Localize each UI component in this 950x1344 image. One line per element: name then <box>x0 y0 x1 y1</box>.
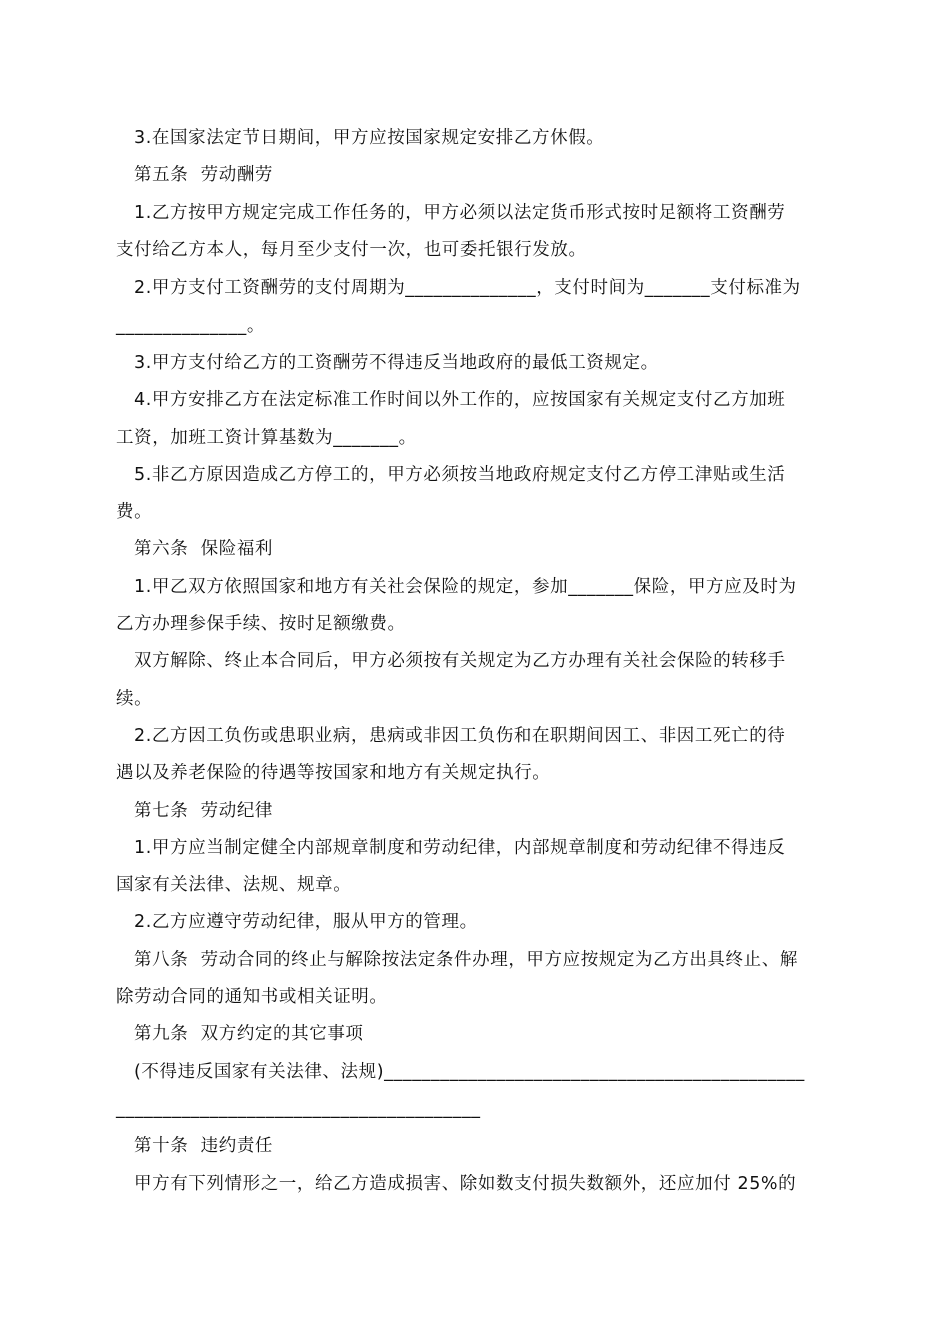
paragraph-line: 1.乙方按甲方规定完成工作任务的，甲方必须以法定货币形式按时足额将工资酬劳 <box>134 203 786 223</box>
paragraph-line: 4.甲方安排乙方在法定标准工作时间以外工作的，应按国家有关规定支付乙方加班 <box>134 390 786 410</box>
paragraph-line: 遇以及养老保险的待遇等按国家和地方有关规定执行。 <box>116 763 551 783</box>
paragraph-line: 支付给乙方本人，每月至少支付一次，也可委托银行发放。 <box>116 240 587 260</box>
paragraph-line: 1.甲方应当制定健全内部规章制度和劳动纪律，内部规章制度和劳动纪律不得违反 <box>134 838 786 858</box>
section-heading: 第六条 保险福利 <box>134 539 274 559</box>
paragraph-line: 1.甲乙双方依照国家和地方有关社会保险的规定，参加_______保险，甲方应及时为 <box>134 577 797 597</box>
paragraph-line: 续。 <box>116 689 153 709</box>
paragraph-line: 2.乙方应遵守劳动纪律，服从甲方的管理。 <box>134 912 478 932</box>
section-heading: 第五条 劳动酬劳 <box>134 165 274 185</box>
paragraph-line: 费。 <box>116 502 153 522</box>
paragraph-line: ______________。 <box>116 316 265 336</box>
paragraph-line: 2.乙方因工负伤或患职业病，患病或非因工负伤和在职期间因工、非因工死亡的待 <box>134 726 786 746</box>
paragraph-line: (不得违反国家有关法律、法规)_____________________________________________ <box>134 1062 805 1082</box>
section-heading: 第九条 双方约定的其它事项 <box>134 1024 364 1044</box>
paragraph-line: 国家有关法律、法规、规章。 <box>116 875 352 895</box>
paragraph-line: 3.甲方支付给乙方的工资酬劳不得违反当地政府的最低工资规定。 <box>134 353 659 373</box>
paragraph-line: 工资，加班工资计算基数为_______。 <box>116 428 417 448</box>
section-heading: 第十条 违约责任 <box>134 1136 274 1156</box>
section-heading: 第八条 劳动合同的终止与解除按法定条件办理，甲方应按规定为乙方出具终止、解 <box>134 950 798 970</box>
paragraph-line: 2.甲方支付工资酬劳的支付周期为______________，支付时间为_______支付标准为 <box>134 278 801 298</box>
paragraph-line: 双方解除、终止本合同后，甲方必须按有关规定为乙方办理有关社会保险的转移手 <box>134 651 786 671</box>
paragraph-line: 3.在国家法定节日期间，甲方应按国家规定安排乙方休假。 <box>134 128 605 148</box>
paragraph-line: 5.非乙方原因造成乙方停工的，甲方必须按当地政府规定支付乙方停工津贴或生活 <box>134 465 786 485</box>
paragraph-line: _______________________________________ <box>116 1099 481 1119</box>
paragraph-line: 甲方有下列情形之一，给乙方造成损害、除如数支付损失数额外，还应加付 25%的 <box>134 1174 797 1194</box>
paragraph-line: 乙方办理参保手续、按时足额缴费。 <box>116 614 406 634</box>
paragraph-line: 除劳动合同的通知书或相关证明。 <box>116 987 388 1007</box>
section-heading: 第七条 劳动纪律 <box>134 801 274 821</box>
